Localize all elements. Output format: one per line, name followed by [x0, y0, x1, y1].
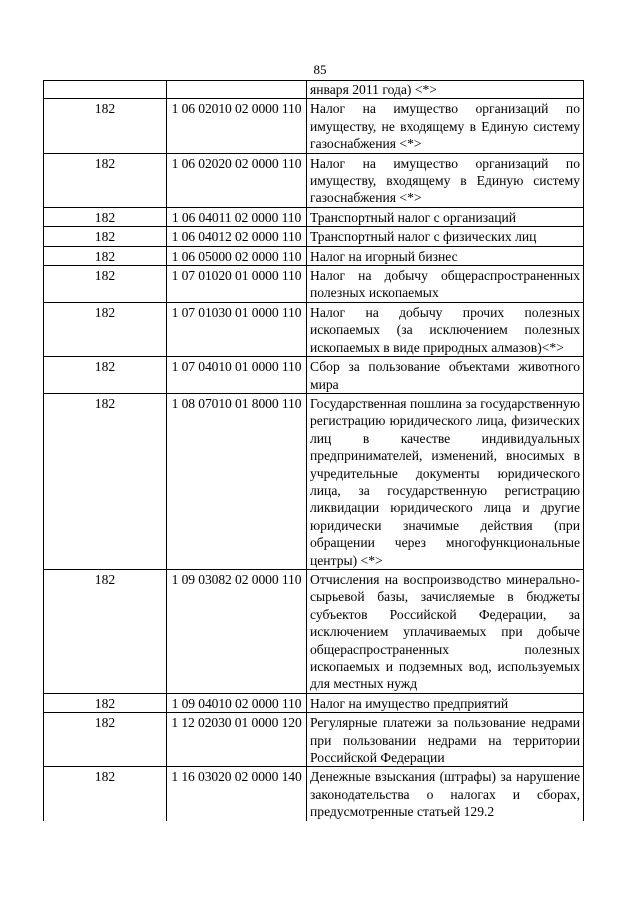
admin-code-cell: 182 [44, 569, 167, 693]
page-number: 85 [313, 62, 327, 77]
income-name-cell: Денежные взыскания (штрафы) за нарушение законодательства о налогах и сборах, предусмотренные статьей 129.2 [307, 767, 584, 821]
admin-code-cell: 182 [44, 393, 167, 569]
admin-code-cell: 182 [44, 693, 167, 712]
income-name-cell: Отчисления на воспроизводство минерально-сырьевой базы, зачисляемые в бюджеты субъектов Российской Федерации, за исключением уплачиваемых при добыче общераспространенных полезных ископаемых и подземных вод, используемых для местных нужд [307, 569, 584, 693]
income-name-cell: Транспортный налог с физических лиц [307, 227, 584, 246]
budget-code-cell: 1 08 07010 01 8000 110 [167, 393, 307, 569]
budget-code-cell: 1 12 02030 01 0000 120 [167, 713, 307, 767]
income-name-cell: Налог на имущество организаций по имуществу, не входящему в Единую систему газоснабжения <*> [307, 99, 584, 153]
admin-code-cell: 182 [44, 713, 167, 767]
table-body [44, 81, 584, 821]
admin-code-cell: 182 [44, 246, 167, 265]
income-name-cell: Транспортный налог с организаций [307, 207, 584, 226]
admin-code-cell: 182 [44, 266, 167, 303]
table-row [44, 266, 584, 303]
budget-code-cell: 1 07 01030 01 0000 110 [167, 302, 307, 356]
admin-code-cell: 182 [44, 302, 167, 356]
admin-code-cell: 182 [44, 767, 167, 821]
income-name-cell: Налог на добычу прочих полезных ископаемых (за исключением полезных ископаемых в виде природных алмазов)<*> [307, 302, 584, 356]
table-row [44, 302, 584, 356]
table-row [44, 393, 584, 569]
budget-code-cell [167, 81, 307, 99]
table-row [44, 569, 584, 693]
income-name-cell: января 2011 года) <*> [307, 81, 584, 99]
table-row [44, 99, 584, 153]
budget-code-cell: 1 06 02010 02 0000 110 [167, 99, 307, 153]
budget-code-cell: 1 06 04012 02 0000 110 [167, 227, 307, 246]
table-row [44, 153, 584, 207]
budget-code-cell: 1 06 04011 02 0000 110 [167, 207, 307, 226]
income-name-cell: Налог на игорный бизнес [307, 246, 584, 265]
table-row [44, 767, 584, 821]
budget-code-cell: 1 07 04010 01 0000 110 [167, 357, 307, 394]
income-name-cell: Налог на добычу общераспространенных полезных ископаемых [307, 266, 584, 303]
budget-code-cell: 1 09 03082 02 0000 110 [167, 569, 307, 693]
table-row [44, 207, 584, 226]
table-row [44, 713, 584, 767]
admin-code-cell [44, 81, 167, 99]
table-row [44, 227, 584, 246]
admin-code-cell: 182 [44, 153, 167, 207]
income-name-cell: Регулярные платежи за пользование недрами при пользовании недрами на территории Российской Федерации [307, 713, 584, 767]
table-row [44, 246, 584, 265]
budget-code-cell: 1 06 02020 02 0000 110 [167, 153, 307, 207]
budget-code-cell: 1 06 05000 02 0000 110 [167, 246, 307, 265]
income-name-cell: Налог на имущество организаций по имуществу, входящему в Единую систему газоснабжения <*> [307, 153, 584, 207]
budget-code-cell: 1 09 04010 02 0000 110 [167, 693, 307, 712]
budget-code-cell: 1 16 03020 02 0000 140 [167, 767, 307, 821]
budget-code-cell: 1 07 01020 01 0000 110 [167, 266, 307, 303]
income-name-cell: Сбор за пользование объектами животного мира [307, 357, 584, 394]
income-name-cell: Налог на имущество предприятий [307, 693, 584, 712]
table-row-continuation [44, 81, 584, 99]
budget-codes-table [43, 80, 584, 821]
admin-code-cell: 182 [44, 227, 167, 246]
admin-code-cell: 182 [44, 357, 167, 394]
table-row [44, 357, 584, 394]
income-name-cell: Государственная пошлина за государственную регистрацию юридического лица, физических лиц в качестве индивидуальных предпринимателей, изменений, вносимых в учредительные документы юридического лица, за государственную регистрацию ликвидации юридического лица и другие юридически значимые действия (при обращении через многофункциональные центры) <*> [307, 393, 584, 569]
table-row [44, 693, 584, 712]
admin-code-cell: 182 [44, 99, 167, 153]
admin-code-cell: 182 [44, 207, 167, 226]
